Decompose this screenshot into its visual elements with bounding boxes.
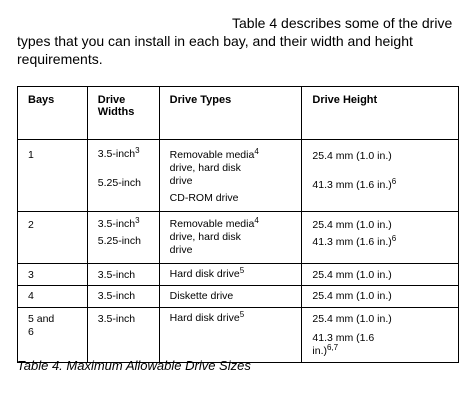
height-cell: 25.4 mm (1.0 in.) 41.3 mm (1.6 in.)$^6$ [302,140,459,212]
table-header-row [18,87,459,140]
header-bays: Bays [18,87,88,140]
height-cell: 25.4 mm (1.0 in.) [302,286,459,308]
height-cell: 25.4 mm (1.0 in.) 41.3 mm (1.6 in.)$^{6,7}$ [302,308,459,363]
bay-cell: 5 and 6 [18,308,88,363]
table-row [18,212,459,264]
height-cell: 25.4 mm (1.0 in.) [302,264,459,286]
type-cell: Removable media$^4$ drive, hard disk drive CD-ROM drive [159,140,302,212]
type-cell: Hard disk drive$^5$ [159,308,302,363]
type-cell: Hard disk drive$^5$ [159,264,302,286]
header-drive-height: Drive Height [302,87,459,140]
drive-sizes-table [17,86,459,363]
table-row [18,264,459,286]
height-cell: 25.4 mm (1.0 in.) 41.3 mm (1.6 in.)$^6$ [302,212,459,264]
width-cell: 3.5-inch [87,308,159,363]
header-drive-widths: Drive Widths [87,87,159,140]
width-cell: 3.5-inch$^3$ 5.25-inch [87,140,159,212]
width-cell: 3.5-inch$^3$ 5.25-inch [87,212,159,264]
bay-cell: 3 [18,264,88,286]
header-drive-types: Drive Types [159,87,302,140]
type-cell: Removable media$^4$ drive, hard disk drive [159,212,302,264]
type-cell: Diskette drive [159,286,302,308]
bay-cell: 1 [18,140,88,212]
table-row [18,286,459,308]
table-row [18,308,459,363]
table-caption: Table 4. Maximum Allowable Drive Sizes [17,358,251,373]
bay-cell: 4 [18,286,88,308]
bay-cell: 2 [18,212,88,264]
width-cell: 3.5-inch [87,286,159,308]
intro-paragraph: Table 4 describes some of the drive types that you can install in each bay, and their width and height requirements. [17,15,453,67]
table-row [18,140,459,212]
width-cell: 3.5-inch [87,264,159,286]
